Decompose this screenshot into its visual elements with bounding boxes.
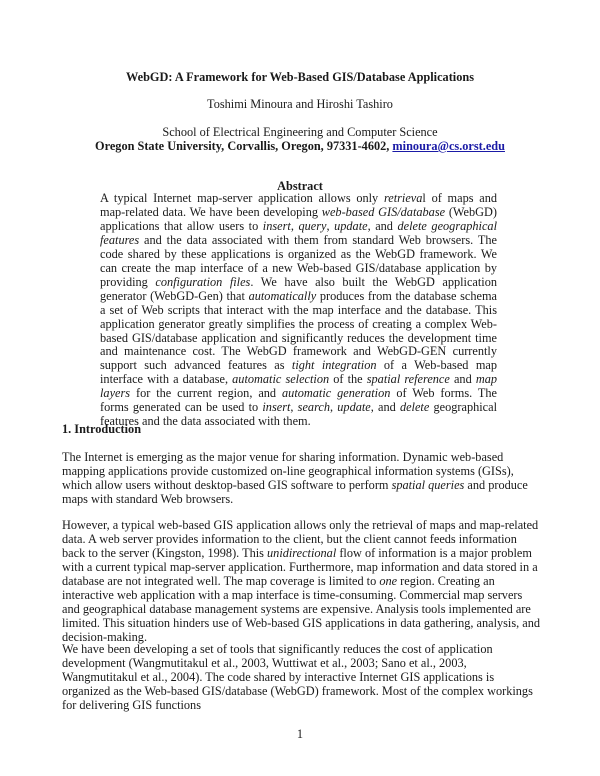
intro-paragraph-2: However, a typical web-based GIS application allows only the retrieval of maps and map-related data. A web server provides information to the client, but the client cannot feeds information back to the server (Kingston, 1998). This unidirectional flow of information is a major problem with a current typical map-server application. Furthermore, map information and data stored in a database are not integrated well. The map coverage is limited to one region. Creating an interactive web application with a map interface is time-consuming. Commercial map servers and geographical database management systems are expensive. Analysis tools implemented are limited. This situation hinders use of Web-based GIS applications in data gathering, analysis, and decision-making. [62,518,541,644]
affiliation-university [0,139,600,154]
abstract-body: A typical Internet map-server application allows only retrieval of maps and map-related data. We have been developing web-based GIS/database (WebGD) applications that allow users to insert, query, update, and delete geographical features and the data associated with them from standard Web browsers. The code shared by these applications is organized as the WebGD framework. We can create the map interface of a new Web-based GIS/database application by providing configuration files. We have also built the WebGD application generator (WebGD-Gen) that automatically produces from the database schema a set of Web scripts that interact with the map interface and the database. This application generator greatly simplifies the process of creating a complex Web-based GIS/database application and significantly reduces the development time and maintenance cost. The WebGD framework and WebGD-GEN currently support such advanced features as tight integration of a Web-based map interface with a database, automatic selection of the spatial reference and map layers for the current region, and automatic generation of Web forms. The forms generated can be used to insert, search, update, and delete geographical features and the data associated with them. [100,191,498,429]
page-number: 1 [296,727,304,741]
intro-paragraph-3: We have been developing a set of tools that significantly reduces the cost of application development (Wangmutitakul et al., 2003, Wuttiwat et al., 2003; Sano et al., 2003, Wangmutitakul et al., 2004). The code shared by interactive Internet GIS applications is organized as the Web-based GIS/database (WebGD) framework. Most of the complex workings for delivering GIS functions [62,642,533,712]
affiliation-address: Oregon State University, Corvallis, Oregon, 97331-4602, [95,139,393,153]
affiliation-school: School of Electrical Engineering and Computer Science [162,125,438,139]
email-link[interactable]: minoura@cs.orst.edu [392,139,505,153]
section-heading-introduction: 1. Introduction [62,422,142,436]
abstract-heading: Abstract [277,179,323,193]
paper-title: WebGD: A Framework for Web-Based GIS/Database Applications [126,70,474,84]
intro-paragraph-1: The Internet is emerging as the major venue for sharing information. Dynamic web-based mapping applications provide customized on-line geographical information systems (GISs), which allow users without desktop-based GIS software to perform spatial queries and produce maps with standard Web browsers. [62,450,528,506]
paper-authors: Toshimi Minoura and Hiroshi Tashiro [207,97,393,111]
